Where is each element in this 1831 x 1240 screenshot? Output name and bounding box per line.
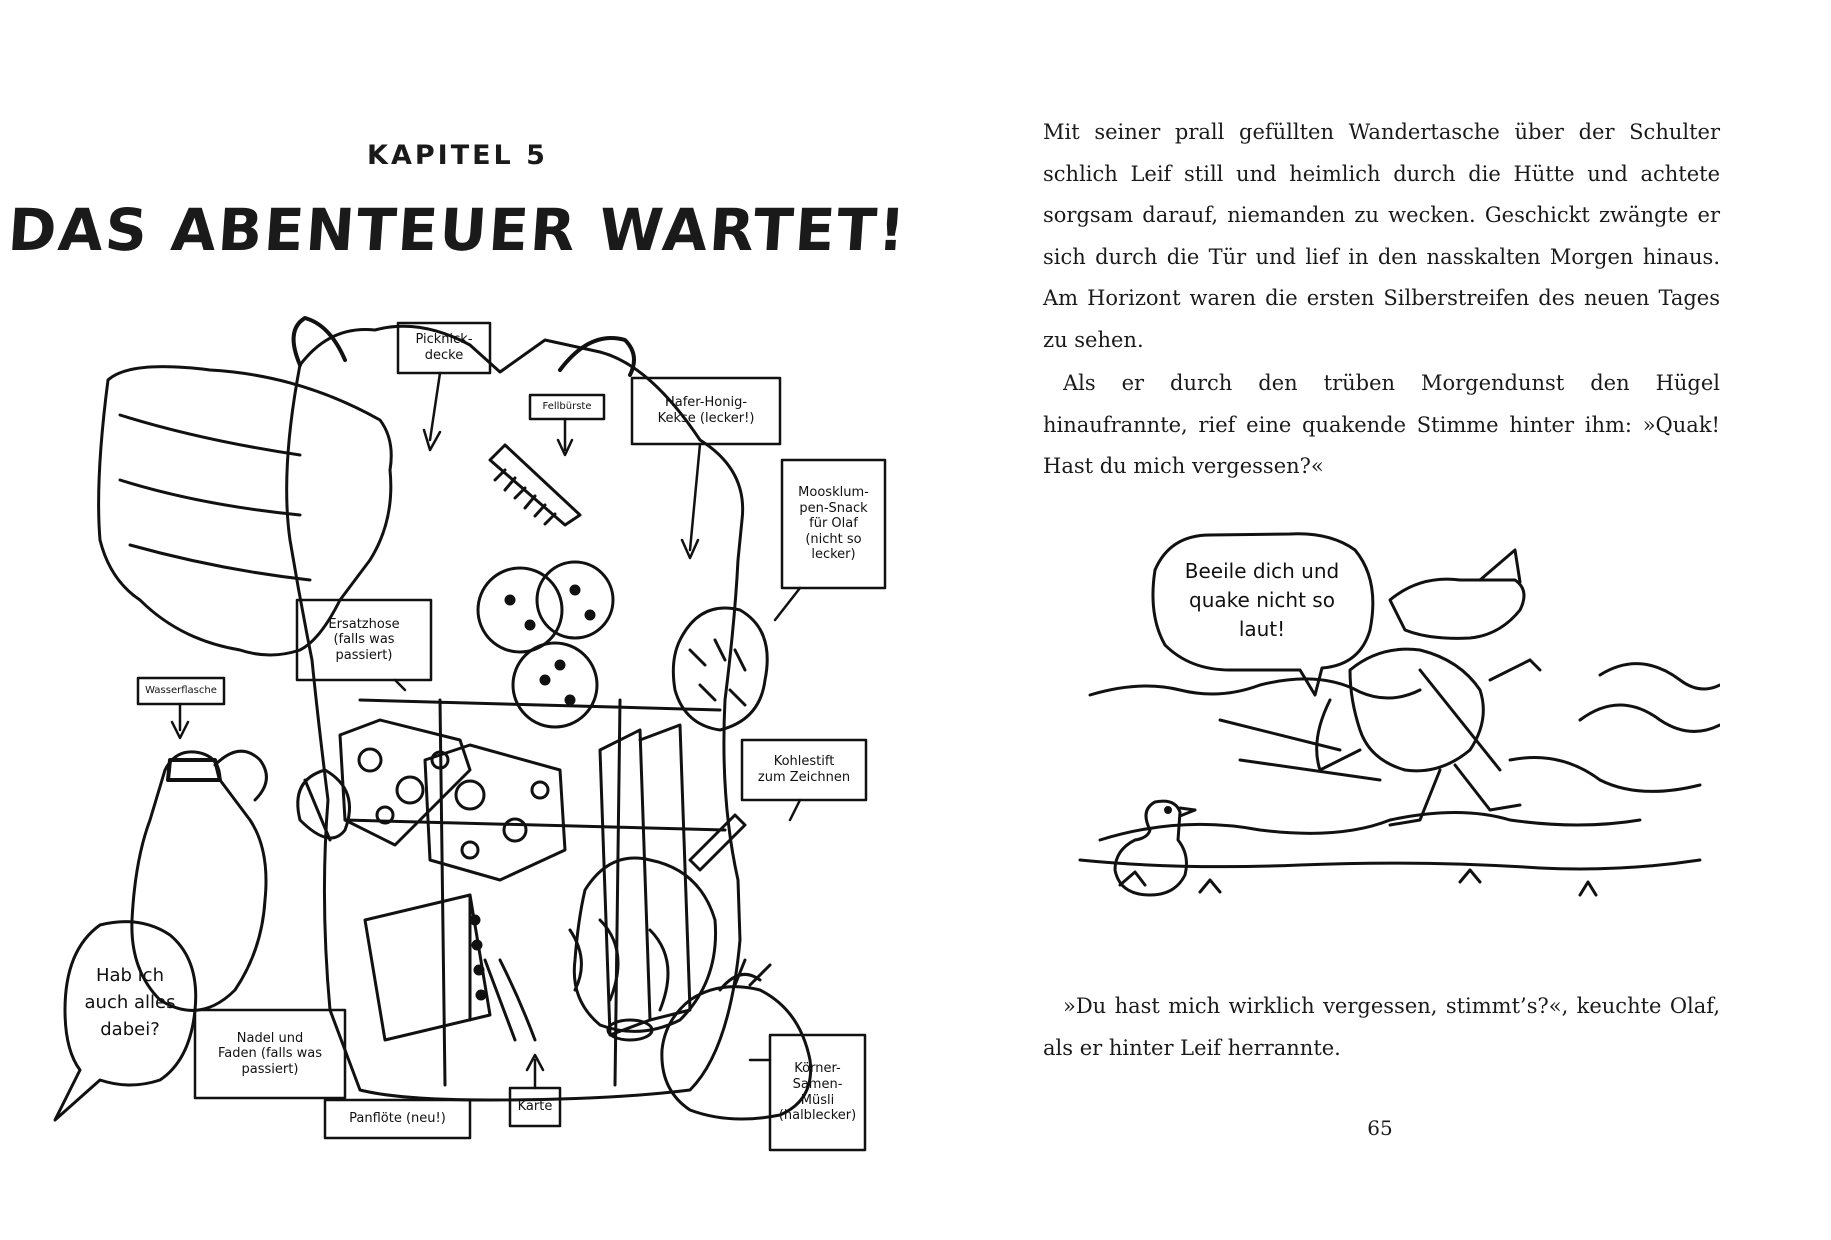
- label-seed-muesli: Körner- Samen- Müsli (halblecker): [778, 1061, 857, 1124]
- label-pan-flute: Panflöte (neu!): [349, 1111, 446, 1127]
- moss-snack: [673, 608, 767, 730]
- thought-bubble-text: Hab ich auch alles dabei?: [84, 965, 176, 1040]
- chapter-title: DAS ABENTEUER WARTET!: [5, 196, 910, 264]
- label-fur-brush: Fellbürste: [542, 401, 592, 412]
- speech-bubble-text: Beeile dich und quake nicht so laut!: [1184, 558, 1340, 641]
- paragraph-2-text: Als er durch den trüben Morgendunst den Hügel hinaufrannte, rief eine quakende Stimme hinter ihm: »Quak! Hast du mich vergessen?«: [1043, 371, 1720, 478]
- label-needle-thread: Nadel und Faden (falls was passiert): [218, 1030, 322, 1077]
- running-illustration: [1060, 520, 1720, 940]
- label-moss-snack: Moosklum- pen-Snack für Olaf (nicht so lecker): [798, 485, 869, 563]
- label-charcoal-pencil: Kohlestift zum Zeichnen: [757, 754, 851, 785]
- hills: [1080, 664, 1720, 895]
- label-picnic-blanket: Picknick- decke: [415, 332, 473, 363]
- paragraph-2: [1043, 363, 1720, 488]
- pan-flute: [365, 895, 490, 1040]
- left-page: [0, 0, 915, 1240]
- charcoal-pencil: [690, 815, 745, 870]
- label-oat-honey-cookies: Hafer-Honig- Kekse (lecker!): [657, 395, 755, 426]
- paragraph-3-text: »Du hast mich wirklich vergessen, stimmt’s?«, keuchte Olaf, als er hinter Leif herrannte.: [1043, 994, 1720, 1060]
- paragraph-1-text: Mit seiner prall gefüllten Wandertasche über der Schulter schlich Leif still und heimlich durch die Hütte und achtete sorgsam darauf, niemanden zu wecken. Geschickt zwängte er sich durch die Tür und lief in den nasskalten Morgen hinaus. Am Horizont waren die ersten Silberstreifen des neuen Tages zu sehen.: [1043, 120, 1720, 352]
- cookies: [478, 562, 613, 727]
- label-spare-trousers: Ersatzhose (falls was passiert): [328, 616, 400, 663]
- paragraph-3: [1043, 986, 1720, 1069]
- page-number: 65: [1367, 1116, 1393, 1140]
- paragraph-1: [1043, 112, 1720, 361]
- chapter-label: KAPITEL 5: [367, 140, 548, 171]
- fur-brush: [490, 445, 580, 525]
- label-map: Karte: [517, 1099, 553, 1115]
- cheese-pieces: [340, 720, 565, 880]
- label-water-bottle: Wasserflasche: [145, 685, 217, 696]
